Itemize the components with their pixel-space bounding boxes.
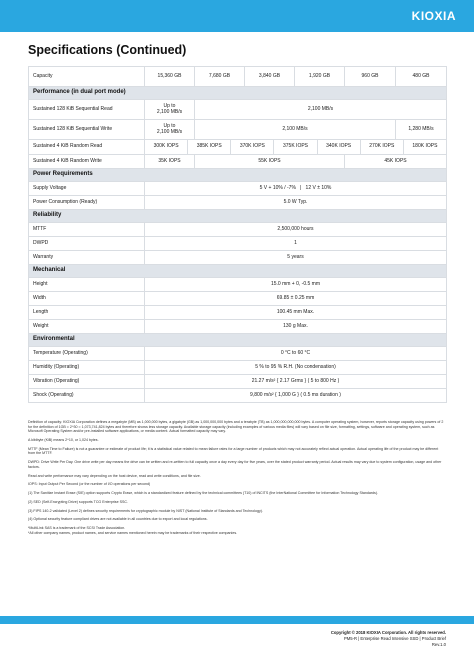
footer-bar xyxy=(0,616,474,624)
capacity-cell: 15,360 GB xyxy=(145,67,195,87)
section-header xyxy=(29,265,447,278)
table-row xyxy=(29,306,447,320)
rand-write-cell: 55K IOPS xyxy=(195,155,345,169)
section-header xyxy=(29,210,447,223)
table-row xyxy=(29,223,447,237)
footer-revision: Rev.1.0 xyxy=(431,642,446,647)
note-capacity-definition: Definition of capacity: KIOXIA Corporation defines a megabyte (MB) as 1,000,000 bytes, a gigabyte (GB) as 1,000,000,000 bytes and a terabyte (TB) as 1,000,000,000,000 bytes. A computer operating system, however, reports storage capacity using powers of 2 for the definition of 1GB = 2^30 = 1,073,741,824 bytes and therefore shows less storage capacity. Available storage capacity (including examples of various media files) will vary based on file size, formatting, settings, software and operating system, such as Microsoft Operating System and/or pre-installed software applications, or media content. Actual formatted capacity may vary. xyxy=(28,420,444,434)
spec-table xyxy=(28,66,447,403)
temperature-value: 0 °C to 60 °C xyxy=(145,347,447,361)
row-label-width: Width xyxy=(29,292,145,306)
footer-product: PM5-R | Enterprise Read Intensive SSD | Product Brief xyxy=(343,636,446,641)
capacity-cell: 960 GB xyxy=(345,67,396,87)
note-iops: IOPS: Input Output Per Second (or the number of I/O operations per second) xyxy=(28,482,151,487)
row-label-seq-read: Sustained 128 KiB Sequential Read xyxy=(29,100,145,120)
row-label-rand-write: Sustained 4 KiB Random Write xyxy=(29,155,145,169)
power-consumption-value: 5.0 W Typ. xyxy=(145,196,447,210)
capacity-cell: 480 GB xyxy=(396,67,447,87)
note-export: (4) Optional security feature compliant drives are not available in all countries due to export and local regulations. xyxy=(28,517,208,522)
rand-read-cell: 300K IOPS xyxy=(145,140,188,154)
section-title-performance: Performance (in dual port mode) xyxy=(29,87,447,100)
row-label-warranty: Warranty xyxy=(29,251,145,265)
row-label-supply-voltage: Supply Voltage xyxy=(29,182,145,196)
table-row xyxy=(29,361,447,375)
capacity-cell: 7,680 GB xyxy=(195,67,245,87)
footer-copyright: Copyright © 2018 KIOXIA Corporation. All rights reserved. xyxy=(330,630,446,635)
row-label-mttf: MTTF xyxy=(29,223,145,237)
page-title: Specifications (Continued) xyxy=(28,43,187,57)
footnotes xyxy=(28,420,446,540)
rand-read-cell: 370K IOPS xyxy=(231,140,274,154)
row-label-height: Height xyxy=(29,278,145,292)
table-row xyxy=(29,347,447,361)
rand-read-cell: 180K IOPS xyxy=(412,143,438,150)
table-row xyxy=(29,375,447,389)
footer xyxy=(331,630,446,648)
seq-read-cell: Up to 2,100 MB/s xyxy=(145,100,195,120)
note-sed: (2) SED (Self-Encrypting Drive) supports TCG Enterprise SSC. xyxy=(28,499,128,504)
mttf-value: 2,500,000 hours xyxy=(145,223,447,237)
seq-write-cell: Up to 2,100 MB/s xyxy=(145,120,195,140)
section-title-power: Power Requirements xyxy=(29,169,447,182)
rand-read-group xyxy=(145,140,447,155)
capacity-cell: 1,920 GB xyxy=(295,67,345,87)
row-label-temperature: Temperature (Operating) xyxy=(29,347,145,361)
rand-read-cell: 340K IOPS xyxy=(318,140,361,154)
section-header xyxy=(29,169,447,182)
row-label-power-consumption: Power Consumption (Ready) xyxy=(29,196,145,210)
capacity-cell: 3,840 GB xyxy=(245,67,295,87)
row-label-capacity: Capacity xyxy=(29,67,145,87)
note-sie: (1) The Sanitize Instant Erase (SIE) option supports Crypto Erase, which is a standardized feature defined by the technical committees (T10) of INCITS (the InterNational Committee for Information Technology Standards). xyxy=(28,491,379,496)
table-row xyxy=(29,292,447,306)
table-row xyxy=(29,237,447,251)
rand-write-cell: 35K IOPS xyxy=(145,155,195,169)
header-bar xyxy=(0,0,474,32)
table-row xyxy=(29,278,447,292)
table-row xyxy=(29,320,447,334)
rand-read-cell: 375K IOPS xyxy=(274,140,317,154)
seq-read-cell: 2,100 MB/s xyxy=(195,100,447,120)
section-title-reliability: Reliability xyxy=(29,210,447,223)
supply-voltage-value: 5 V + 10% / -7% | 12 V ± 10% xyxy=(145,182,447,196)
height-value: 15.0 mm + 0, -0.5 mm xyxy=(145,278,447,292)
table-row xyxy=(29,100,447,120)
width-value: 69.85 ± 0.25 mm xyxy=(145,292,447,306)
row-label-shock: Shock (Operating) xyxy=(29,389,145,403)
table-row xyxy=(29,155,447,169)
rand-read-cell: 270K IOPS xyxy=(361,140,404,154)
length-value: 100.45 mm Max. xyxy=(145,306,447,320)
rand-read-cell: 385K IOPS xyxy=(188,140,231,154)
section-title-environmental: Environmental xyxy=(29,334,447,347)
note-mttf: MTTF (Mean Time to Failure) is not a guarantee or estimate of product life; it is a statistical value related to mean failure rates for a large number of products which may not accurately reflect actual operation. Actual operating life of the product may be different from the MTTF. xyxy=(28,446,439,456)
row-label-vibration: Vibration (Operating) xyxy=(29,375,145,389)
row-label-humidity: Humidity (Operating) xyxy=(29,361,145,375)
table-row xyxy=(29,389,447,403)
table-row xyxy=(29,182,447,196)
humidity-value: 5 % to 95 % R.H. (No condensation) xyxy=(145,361,447,375)
note-kibibyte: A kibibyte (KiB) means 2^10, or 1,024 bytes. xyxy=(28,437,99,442)
section-header xyxy=(29,334,447,347)
row-label-seq-write: Sustained 128 KiB Sequential Write xyxy=(29,120,145,140)
note-performance: Read and write performance may vary depending on the host device, read and write conditions, and file size. xyxy=(28,473,201,478)
section-title-mechanical: Mechanical xyxy=(29,265,447,278)
warranty-value: 5 years xyxy=(145,251,447,265)
seq-write-cell: 2,100 MB/s xyxy=(195,120,396,140)
table-row xyxy=(29,140,447,155)
note-dwpd: DWPD: Drive Write Per Day. One drive write per day means the drive can be written and re-written to full capacity once a day every day for five years, over the stated product warranty period. Actual results may vary due to system configuration, usage and other factors. xyxy=(28,460,442,469)
table-row xyxy=(29,251,447,265)
rand-write-cell: 45K IOPS xyxy=(345,155,447,169)
dwpd-value: 1 xyxy=(145,237,447,251)
table-row xyxy=(29,120,447,140)
table-row xyxy=(29,196,447,210)
table-row xyxy=(29,67,447,87)
weight-value: 130 g Max. xyxy=(145,320,447,334)
row-label-rand-read: Sustained 4 KiB Random Read xyxy=(29,140,145,155)
row-label-dwpd: DWPD xyxy=(29,237,145,251)
note-trademarks: *MultiLink SAS is a trademark of the SCSI Trade Association. *All other company names, product names, and service names mentioned herein may be trademarks of their respective companies. xyxy=(28,526,238,535)
note-fips: (3) FIPS 140-2 validated (Level 2) defines security requirements for cryptographic module by NIST (National Institute of Standards and Technology). xyxy=(28,508,263,513)
vibration-value: 21.27 m/s² { 2.17 Grms } ( 5 to 800 Hz ) xyxy=(145,375,447,389)
row-label-weight: Weight xyxy=(29,320,145,334)
shock-value: 9,800 m/s² { 1,000 G } ( 0.5 ms duration ) xyxy=(145,389,447,403)
section-header xyxy=(29,87,447,100)
row-label-length: Length xyxy=(29,306,145,320)
seq-write-cell: 1,280 MB/s xyxy=(396,120,447,140)
kioxia-logo: KIOXIA xyxy=(411,9,456,23)
